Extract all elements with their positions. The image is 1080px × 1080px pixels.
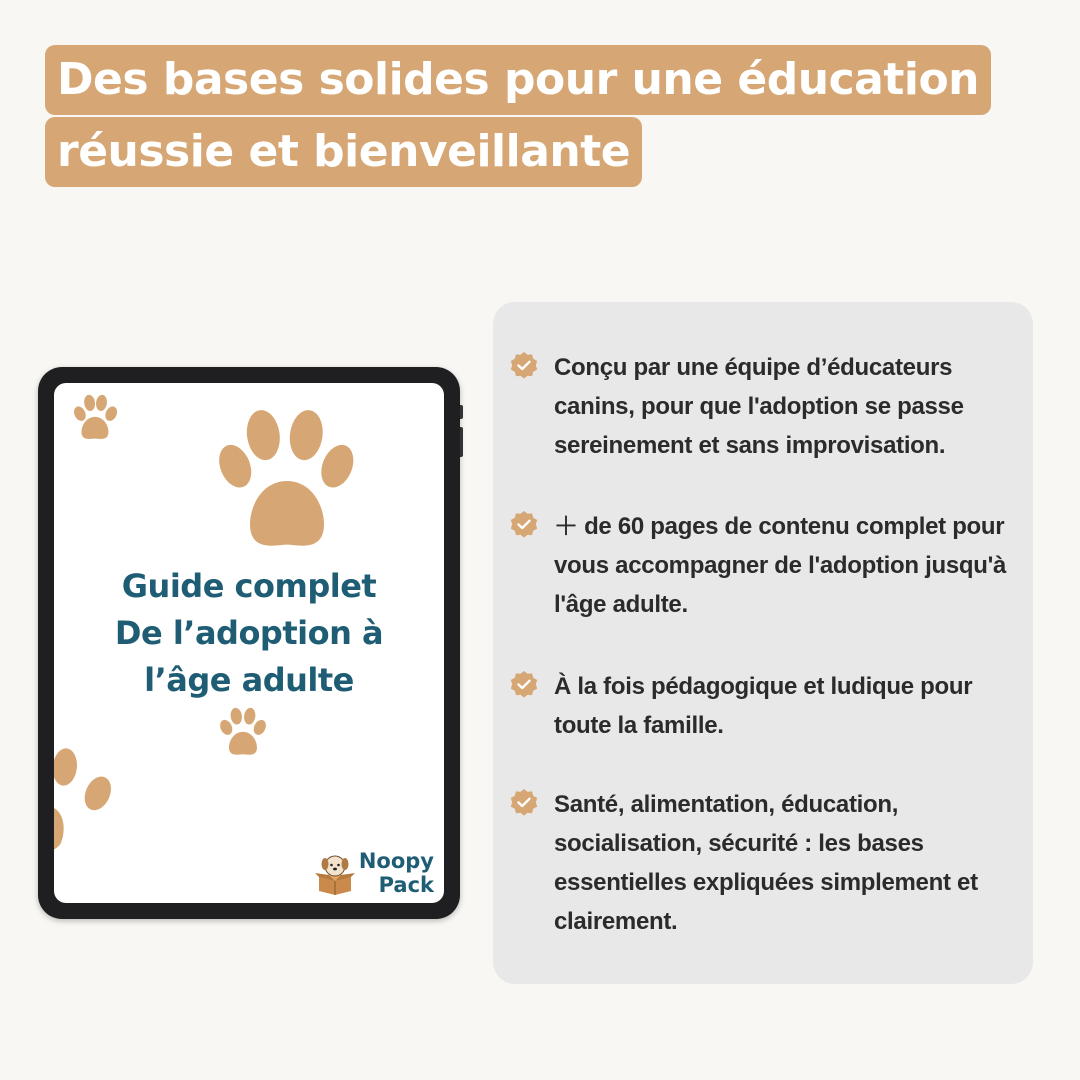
brand-name (359, 849, 434, 897)
tablet-button (460, 405, 463, 419)
check-badge-icon (509, 670, 539, 700)
paw-print-icon (68, 391, 122, 445)
check-badge-icon (509, 351, 539, 381)
brand-logo (315, 849, 434, 897)
feature-item (509, 667, 1014, 745)
ebook-title-line: l’âge adulte (144, 661, 354, 699)
feature-item (509, 348, 1014, 465)
paw-print-icon (212, 407, 362, 555)
check-badge-icon (509, 788, 539, 818)
feature-text: Conçu par une équipe d’éducateurs canins, pour que l'adoption se passe sereinement et sans improvisation. (554, 354, 964, 459)
ebook-title (54, 563, 444, 704)
feature-text: À la fois pédagogique et ludique pour toute la famille. (554, 673, 973, 739)
headline (45, 45, 1005, 187)
ebook-title-line: Guide complet (121, 567, 377, 605)
paw-print-icon (214, 705, 272, 761)
feature-text: ＋ de 60 pages de contenu complet pour vous accompagner de l'adoption jusqu'à l'âge adulte. (554, 513, 1007, 618)
headline-line-2: réussie et bienveillante (45, 117, 642, 187)
feature-text: Santé, alimentation, éducation, socialisation, sécurité : les bases essentielles expliquées simplement et clairement. (554, 791, 978, 935)
feature-item (509, 507, 1014, 624)
tablet-button (460, 427, 463, 457)
ebook-cover (54, 383, 444, 903)
features-panel (493, 302, 1033, 984)
paw-print-icon (54, 745, 122, 855)
brand-name-line-1: Noopy (358, 849, 434, 873)
headline-line-1: Des bases solides pour une éducation (45, 45, 991, 115)
dog-in-box-icon (315, 851, 355, 895)
check-badge-icon (509, 510, 539, 540)
tablet-mockup (38, 367, 460, 919)
ebook-title-line: De l’adoption à (114, 614, 384, 652)
feature-item (509, 785, 1014, 941)
brand-name-line-2: Pack (378, 873, 434, 897)
